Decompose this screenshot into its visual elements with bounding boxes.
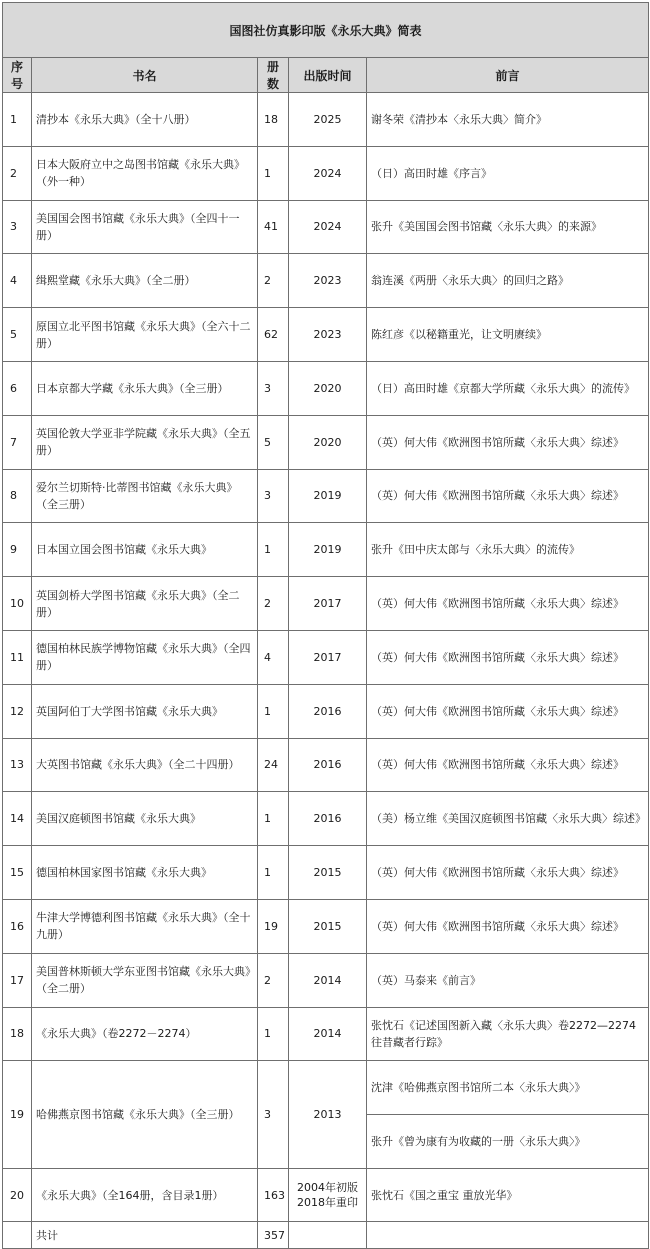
row-title: 日本国立国会图书馆藏《永乐大典》: [32, 523, 258, 577]
row-pub-date: 2019: [289, 523, 367, 577]
row-pub-date: 2016: [289, 684, 367, 738]
total-preface-empty: [367, 1222, 649, 1249]
row-volumes: 62: [258, 308, 289, 362]
pub-date-first: 2004年初版: [297, 1181, 358, 1195]
table-row: [3, 953, 649, 1007]
row-pub-date: 2014: [289, 1007, 367, 1061]
row-pub-date: 2023: [289, 254, 367, 308]
row-volumes: 2: [258, 577, 289, 631]
row-title: 《永乐大典》（全164册，含目录1册）: [32, 1169, 258, 1222]
row-title: 美国普林斯顿大学东亚图书馆藏《永乐大典》（全二册）: [32, 953, 258, 1007]
row-title: 美国汉庭顿图书馆藏《永乐大典》: [32, 792, 258, 846]
row-preface: （英）何大伟《欧洲图书馆所藏〈永乐大典〉综述》: [367, 899, 649, 953]
row-preface: （英）何大伟《欧洲图书馆所藏〈永乐大典〉综述》: [367, 684, 649, 738]
row-pub-date: [289, 1169, 367, 1222]
row-volumes: 19: [258, 899, 289, 953]
table-row: [3, 146, 649, 200]
row-title: 德国柏林国家图书馆藏《永乐大典》: [32, 846, 258, 900]
row-preface: （英）何大伟《欧洲图书馆所藏〈永乐大典〉综述》: [367, 469, 649, 523]
row-title: 爱尔兰切斯特·比蒂图书馆藏《永乐大典》（全三册）: [32, 469, 258, 523]
total-row: [3, 1222, 649, 1249]
table-body: [3, 93, 649, 1249]
row-volumes: 1: [258, 846, 289, 900]
row-volumes: 1: [258, 792, 289, 846]
catalog-table: [2, 2, 649, 1249]
header-preface: 前言: [367, 58, 649, 93]
row-index: 19: [3, 1061, 32, 1169]
total-pub-date-empty: [289, 1222, 367, 1249]
row-preface: 翁连溪《两册〈永乐大典〉的回归之路》: [367, 254, 649, 308]
row-index: 20: [3, 1169, 32, 1222]
row-volumes: 2: [258, 953, 289, 1007]
header-row: [3, 58, 649, 93]
row-index: 17: [3, 953, 32, 1007]
pub-date-reprint: 2018年重印: [297, 1196, 358, 1210]
total-index-empty: [3, 1222, 32, 1249]
row-pub-date: 2020: [289, 415, 367, 469]
row-index: 9: [3, 523, 32, 577]
row-title: 缉熙堂藏《永乐大典》（全二册）: [32, 254, 258, 308]
row-preface: （美）杨立维《美国汉庭顿图书馆藏〈永乐大典〉综述》: [367, 792, 649, 846]
row-pub-date: 2017: [289, 630, 367, 684]
header-volumes: 册数: [258, 58, 289, 93]
table-row: [3, 684, 649, 738]
row-index: 2: [3, 146, 32, 200]
table-title: 国图社仿真影印版《永乐大典》简表: [3, 3, 649, 58]
row-index: 8: [3, 469, 32, 523]
row-volumes: 3: [258, 1061, 289, 1169]
row-title: 大英图书馆藏《永乐大典》（全二十四册）: [32, 738, 258, 792]
row-index: 18: [3, 1007, 32, 1061]
row-pub-date: 2019: [289, 469, 367, 523]
row-pub-date: 2024: [289, 146, 367, 200]
header-index: 序号: [3, 58, 32, 93]
table-row: [3, 577, 649, 631]
row-index: 3: [3, 200, 32, 254]
table-row: [3, 469, 649, 523]
row-preface: 张升《田中庆太郎与〈永乐大典〉的流传》: [367, 523, 649, 577]
row-volumes: 1: [258, 684, 289, 738]
row-pub-date: 2017: [289, 577, 367, 631]
row-volumes: 1: [258, 1007, 289, 1061]
row-volumes: 24: [258, 738, 289, 792]
table-row: [3, 415, 649, 469]
table-row: [3, 308, 649, 362]
row-title: 德国柏林民族学博物馆藏《永乐大典》（全四册）: [32, 630, 258, 684]
row-index: 11: [3, 630, 32, 684]
table-row: [3, 630, 649, 684]
row-volumes: 41: [258, 200, 289, 254]
row-title: 原国立北平图书馆藏《永乐大典》（全六十二册）: [32, 308, 258, 362]
row-preface: （英）何大伟《欧洲图书馆所藏〈永乐大典〉综述》: [367, 415, 649, 469]
row-preface: （英）马泰来《前言》: [367, 953, 649, 1007]
table-row: [3, 361, 649, 415]
row-index: 4: [3, 254, 32, 308]
row-index: 14: [3, 792, 32, 846]
row-pub-date: 2020: [289, 361, 367, 415]
row-title: 清抄本《永乐大典》（全十八册）: [32, 93, 258, 147]
row-index: 10: [3, 577, 32, 631]
row-index: 15: [3, 846, 32, 900]
row-pub-date: 2024: [289, 200, 367, 254]
row-preface: （英）何大伟《欧洲图书馆所藏〈永乐大典〉综述》: [367, 738, 649, 792]
row-pub-date: 2016: [289, 738, 367, 792]
row-preface: （英）何大伟《欧洲图书馆所藏〈永乐大典〉综述》: [367, 577, 649, 631]
row-preface: （日）高田时雄《序言》: [367, 146, 649, 200]
row-title: 牛津大学博德利图书馆藏《永乐大典》（全十九册）: [32, 899, 258, 953]
table-row: [3, 738, 649, 792]
row-volumes: 2: [258, 254, 289, 308]
row-index: 7: [3, 415, 32, 469]
row-volumes: 5: [258, 415, 289, 469]
row-index: 1: [3, 93, 32, 147]
row-volumes: 18: [258, 93, 289, 147]
row-preface: （英）何大伟《欧洲图书馆所藏〈永乐大典〉综述》: [367, 630, 649, 684]
row-preface: 沈津《哈佛燕京图书馆所二本〈永乐大典〉》: [367, 1061, 649, 1115]
row-pub-date: 2016: [289, 792, 367, 846]
row-index: 13: [3, 738, 32, 792]
table-row: [3, 523, 649, 577]
table-row: [3, 93, 649, 147]
row-volumes: 1: [258, 146, 289, 200]
table-row: [3, 254, 649, 308]
row-volumes: 163: [258, 1169, 289, 1222]
row-title: 英国伦敦大学亚非学院藏《永乐大典》（全五册）: [32, 415, 258, 469]
row-title: 英国阿伯丁大学图书馆藏《永乐大典》: [32, 684, 258, 738]
header-title: 书名: [32, 58, 258, 93]
row-volumes: 1: [258, 523, 289, 577]
total-volumes: 357: [258, 1222, 289, 1249]
row-pub-date: 2013: [289, 1061, 367, 1169]
row-preface: 谢冬荣《清抄本〈永乐大典〉简介》: [367, 93, 649, 147]
row-pub-date: 2025: [289, 93, 367, 147]
row-pub-date: 2014: [289, 953, 367, 1007]
row-title: 哈佛燕京图书馆藏《永乐大典》（全三册）: [32, 1061, 258, 1169]
row-preface: 张忱石《国之重宝 重放光华》: [367, 1169, 649, 1222]
row-title: 《永乐大典》（卷2272－2274）: [32, 1007, 258, 1061]
table-row: [3, 846, 649, 900]
row-index: 6: [3, 361, 32, 415]
table-row: [3, 899, 649, 953]
row-title: 英国剑桥大学图书馆藏《永乐大典》（全二册）: [32, 577, 258, 631]
table-row: [3, 1007, 649, 1061]
table-row-19a: [3, 1061, 649, 1115]
row-volumes: 4: [258, 630, 289, 684]
row-title: 日本京都大学藏《永乐大典》（全三册）: [32, 361, 258, 415]
row-pub-date: 2015: [289, 846, 367, 900]
row-preface: （日）高田时雄《京都大学所藏〈永乐大典〉的流传》: [367, 361, 649, 415]
row-preface: 张忱石《记述国图新入藏〈永乐大典〉卷2272—2274往昔藏者行踪》: [367, 1007, 649, 1061]
row-index: 12: [3, 684, 32, 738]
row-pub-date: 2015: [289, 899, 367, 953]
row-preface: 陈红彦《以秘籍重光，让文明赓续》: [367, 308, 649, 362]
row-preface: （英）何大伟《欧洲图书馆所藏〈永乐大典〉综述》: [367, 846, 649, 900]
table-row: [3, 792, 649, 846]
row-volumes: 3: [258, 361, 289, 415]
row-pub-date: 2023: [289, 308, 367, 362]
row-title: 日本大阪府立中之岛图书馆藏《永乐大典》（外一种）: [32, 146, 258, 200]
row-index: 16: [3, 899, 32, 953]
row-preface: 张升《曾为康有为收藏的一册〈永乐大典〉》: [367, 1115, 649, 1169]
row-volumes: 3: [258, 469, 289, 523]
row-preface: 张升《美国国会图书馆藏〈永乐大典〉的来源》: [367, 200, 649, 254]
row-index: 5: [3, 308, 32, 362]
table-row: [3, 200, 649, 254]
row-title: 美国国会图书馆藏《永乐大典》（全四十一册）: [32, 200, 258, 254]
header-pub-date: 出版时间: [289, 58, 367, 93]
table-row-20: [3, 1169, 649, 1222]
total-label: 共计: [32, 1222, 258, 1249]
